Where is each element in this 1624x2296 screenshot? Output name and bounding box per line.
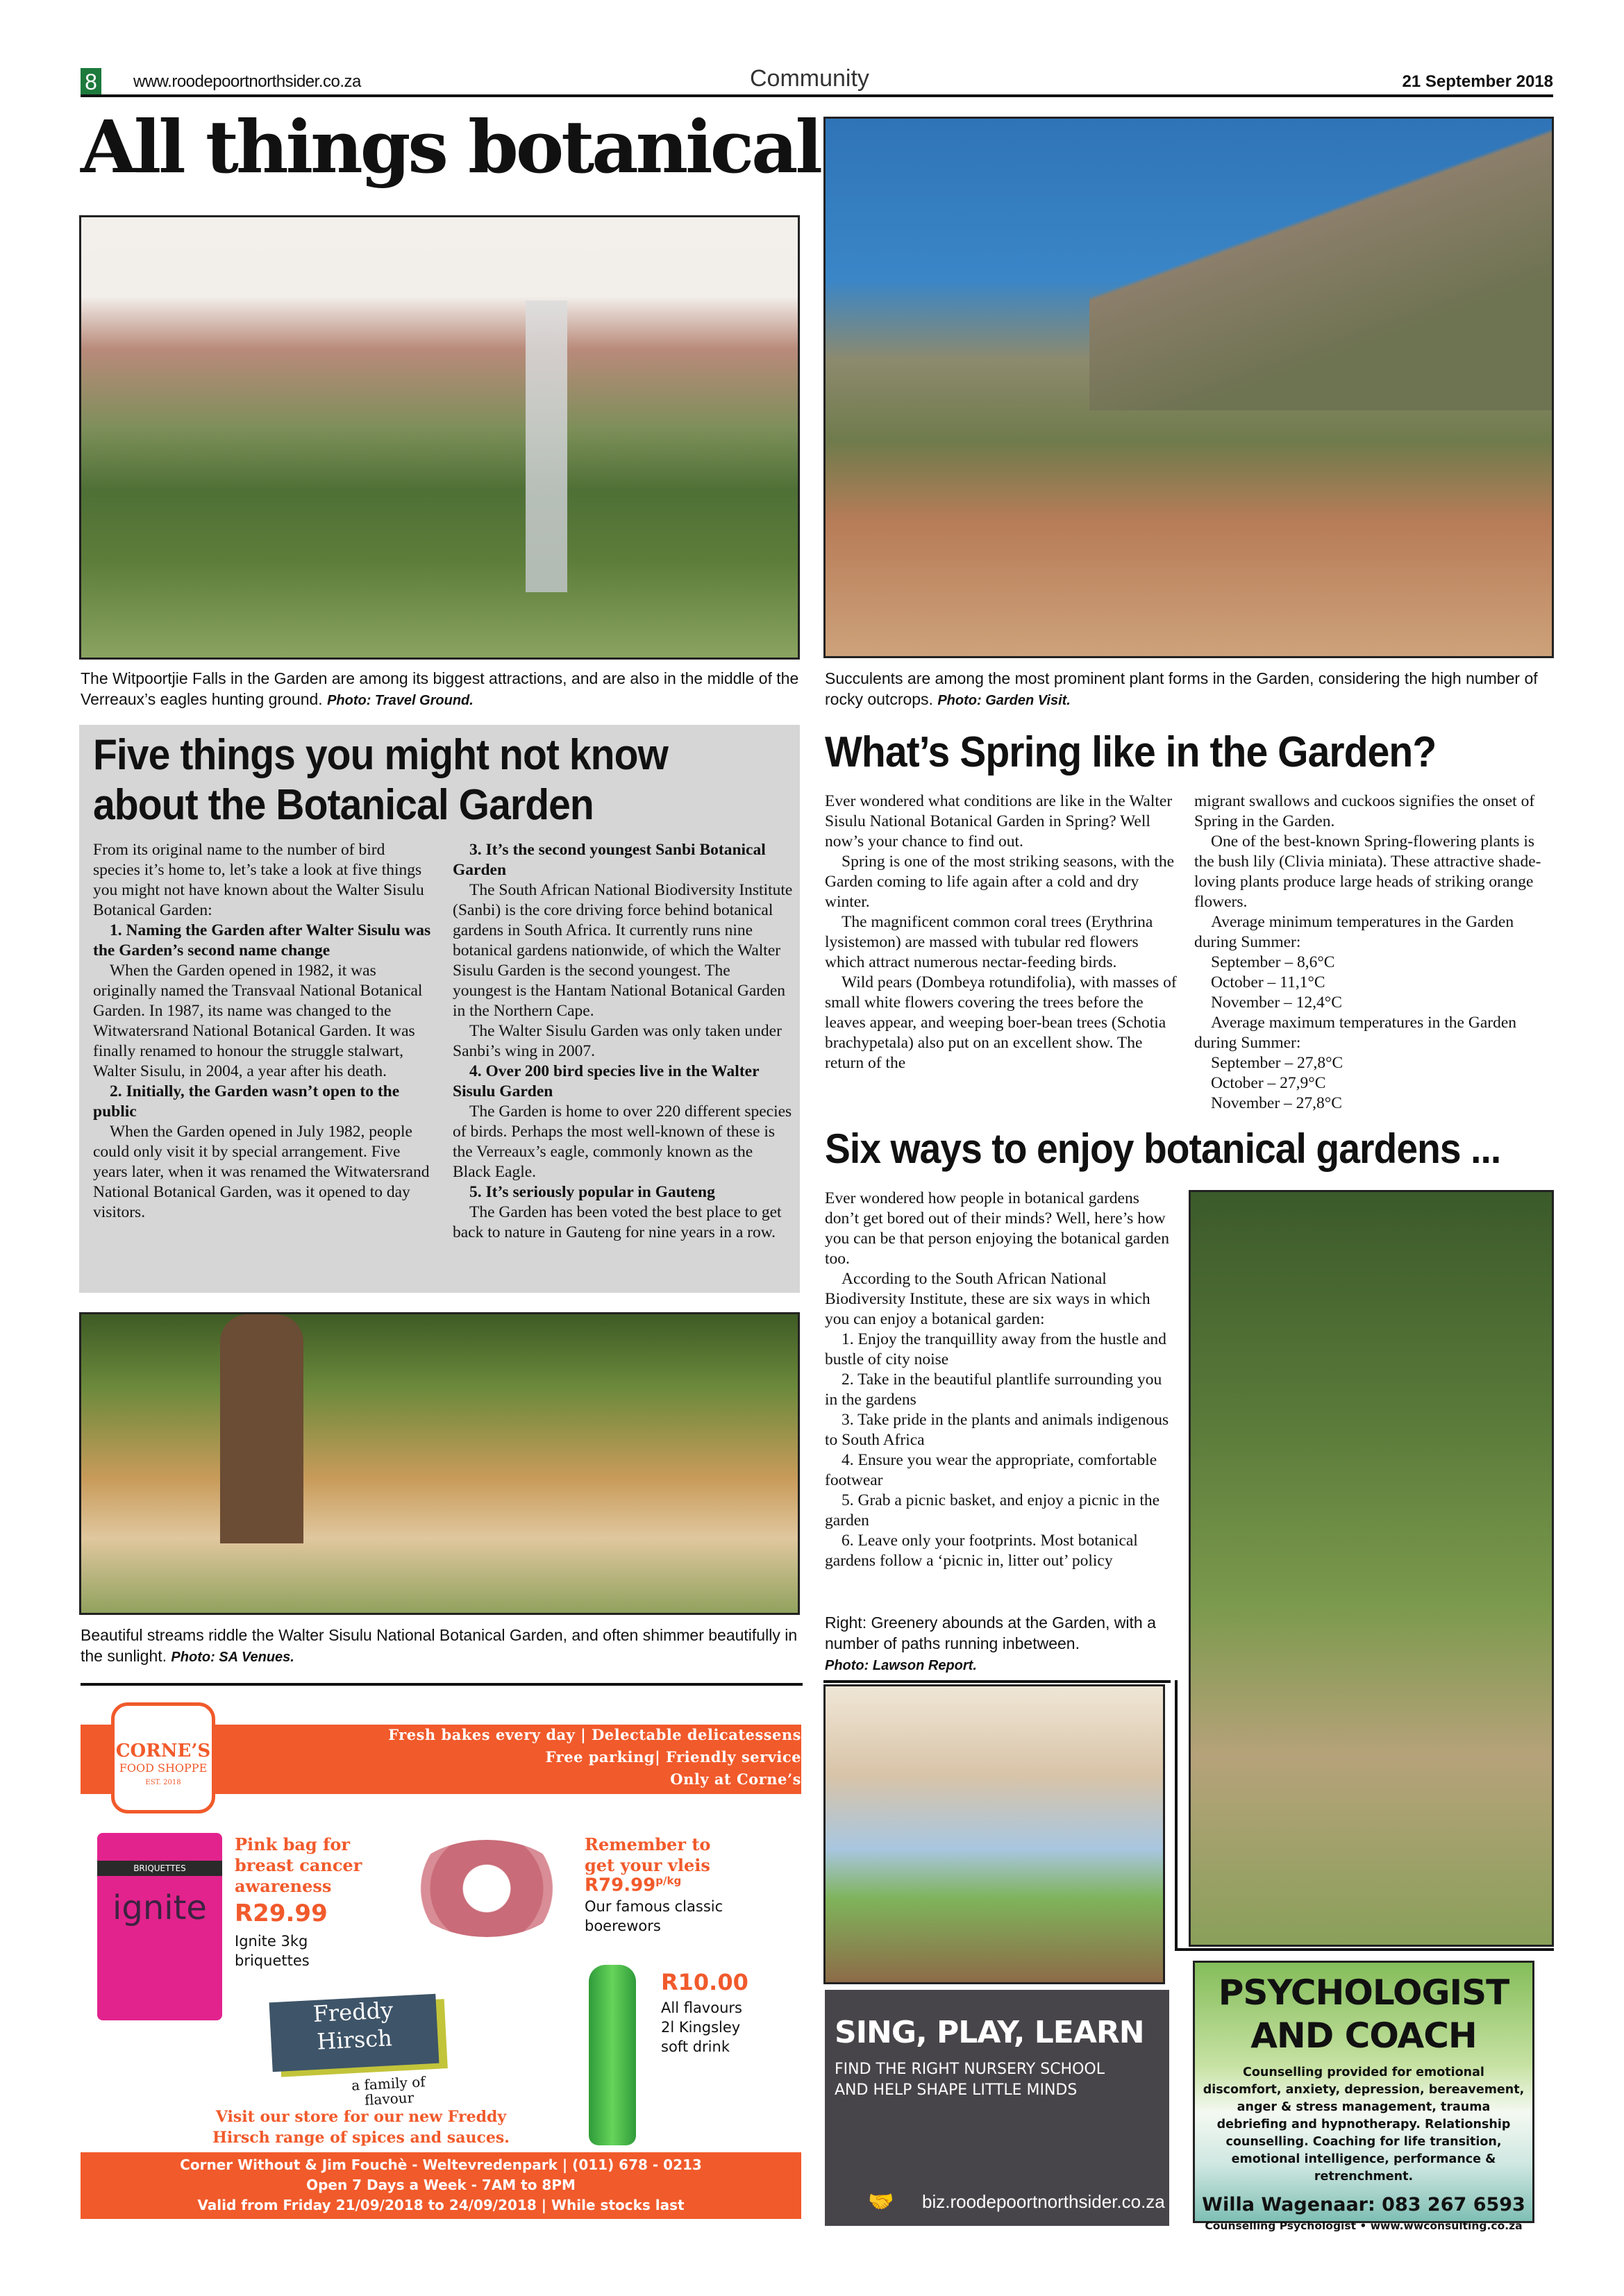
freddy-hirsch-logo: Freddy Hirsch <box>269 1994 440 2072</box>
stream-photo <box>79 1312 800 1615</box>
temperature-item: November – 12,4°C <box>1211 994 1342 1012</box>
nursery-kids-photo <box>823 1684 1165 1984</box>
psych-body: Counselling provided for emotional discomfort, anxiety, depression, bereavement, anger & stress management, trauma debriefing and hypnotherapy. Relationship counselling. Coaching for life transition, emotional intelligence, performance & retrenchment. <box>1203 2065 1525 2184</box>
paragraph: Ever wondered how people in botanical gardens don’t get bored out of their minds? Well, here’s how you can be that person enjoying the botanical garden too. <box>825 1189 1169 1268</box>
list-item: 3. Take pride in the plants and animals indigenous to South Africa <box>825 1411 1169 1449</box>
subheading: 1. Naming the Garden after Walter Sisulu was the Garden’s second name change <box>93 921 431 960</box>
paragraph: When the Garden opened in 1982, it was originally named the Transvaal National Botanical Garden. In 1987, its name was changed to the Witwatersrand National Botanical Garden. It was finally renamed to honour the struggle stalwart, Walter Sisulu, in 2004, a year after his death. <box>93 962 423 1080</box>
six-ways-title: Six ways to enjoy botanical gardens ... <box>825 1125 1501 1172</box>
divider <box>81 1683 803 1686</box>
spring-col-1 <box>825 791 1180 1073</box>
boerewors-desc: Our famous classic boerewors <box>585 1898 723 1934</box>
list-item: 6. Leave only your footprints. Most botanical gardens follow a ‘picnic in, litter out’ policy <box>825 1532 1138 1570</box>
temperature-item: November – 27,8°C <box>1211 1094 1342 1112</box>
paragraph: The South African National Biodiversity Institute (Sanbi) is the core driving force behind botanical gardens in South Africa. It currently runs nine botanical gardens nationwide, of which the Walter Sisulu Garden is the second youngest. The youngest is the Hantam National Botanical Garden in the Northern Cape. <box>453 881 793 1020</box>
section-name: Community <box>750 65 869 92</box>
paragraph: Ever wondered what conditions are like in the Walter Sisulu National Botanical Garden in Spring? Well now’s your chance to find out. <box>825 792 1173 850</box>
header-rule <box>81 94 1553 97</box>
paragraph: The Garden is home to over 220 different species of birds. Perhaps the most well-known of these is the Verreaux’s eagle, commonly known as the Black Eagle. <box>453 1103 792 1181</box>
divider <box>1175 1680 1178 1951</box>
site-url[interactable]: www.roodepoortnorthsider.co.za <box>133 72 361 91</box>
paragraph: migrant swallows and cuckoos signifies the onset of Spring in the Garden. <box>1194 792 1535 830</box>
cornes-footer: Corner Without & Jim Fouchè - Weltevredenpark | (011) 678 - 0213 Open 7 Days a Week - 7AM to 8PM Valid from Friday 21/09/2018 to 24/09/2018 | While stocks last <box>81 2152 801 2219</box>
temperature-item: September – 8,6°C <box>1211 953 1335 971</box>
paragraph: The Walter Sisulu Garden was only taken under Sanbi’s wing in 2007. <box>453 1022 782 1060</box>
path-caption: Right: Greenery abounds at the Garden, with a number of paths running inbetween. Photo: Lawson Report. <box>825 1614 1156 1673</box>
ignite-price: R29.99 <box>235 1900 328 1927</box>
ignite-bag-image: BRIQUETTES ignite <box>97 1833 222 2020</box>
temperature-item: October – 11,1°C <box>1211 973 1325 991</box>
spring-title: What’s Spring like in the Garden? <box>825 728 1437 776</box>
nursery-subtitle: FIND THE RIGHT NURSERY SCHOOL AND HELP SHAPE LITTLE MINDS <box>835 2061 1105 2099</box>
subheading: 4. Over 200 bird species live in the Walter Sisulu Garden <box>453 1062 760 1100</box>
paragraph: When the Garden opened in July 1982, people could only visit it by special arrangement. Five years later, when it was renamed the Witwatersrand National Botanical Garden, was it opened to day visitors. <box>93 1123 430 1221</box>
photo-credit: Photo: SA Venues. <box>171 1650 294 1665</box>
cornes-tagline: Only at Corne’s <box>670 1770 801 1788</box>
five-things-title: Five things you might not know about the Botanical Garden <box>93 731 668 829</box>
subheading: 5. It’s seriously popular in Gauteng <box>469 1183 715 1201</box>
stream-caption: Beautiful streams riddle the Walter Sisulu National Botanical Garden, and often shimmer beautifully in the sunlight. Photo: SA Venues. <box>81 1626 798 1665</box>
five-things-col-2 <box>453 840 793 1243</box>
nursery-url-link[interactable]: biz.roodepoortnorthsider.co.za <box>922 2191 1165 2212</box>
psych-footer[interactable]: Counselling Psychologist • www.wwconsulting.co.za <box>1205 2220 1523 2232</box>
cornes-logo: CORNE’S FOOD SHOPPE EST. 2018 <box>111 1702 215 1813</box>
soft-drink-desc: All flavours 2l Kingsley soft drink <box>661 2000 742 2055</box>
spring-col-2 <box>1194 791 1555 1114</box>
paragraph: According to the South African National Biodiversity Institute, these are six ways in which you can enjoy a botanical garden: <box>825 1270 1150 1328</box>
page-title: All things botanical <box>81 104 821 190</box>
psych-title: PSYCHOLOGIST AND COACH <box>1218 1972 1509 2056</box>
subheading: 2. Initially, the Garden wasn’t open to the public <box>93 1082 400 1121</box>
succulents-photo <box>823 117 1554 658</box>
cornes-tagline: Free parking| Friendly service <box>545 1748 801 1766</box>
list-item: 5. Grab a picnic basket, and enjoy a picnic in the garden <box>825 1491 1160 1530</box>
freddy-promo: Visit our store for our new Freddy Hirsch range of spices and sauces. <box>212 2108 510 2147</box>
photo-credit: Photo: Lawson Report. <box>825 1658 977 1673</box>
issue-date: 21 September 2018 <box>1402 72 1553 91</box>
temperature-item: September – 27,8°C <box>1211 1054 1343 1072</box>
soft-drink-image <box>589 1965 636 2145</box>
psychologist-ad[interactable] <box>1193 1961 1534 2232</box>
paragraph: The magnificent common coral trees (Erythrina lysistemon) are massed with tubular red flowers which attract numerous nectar-feeding birds. <box>825 913 1153 971</box>
falls-photo <box>79 215 800 660</box>
boerewors-price: $R79.99^{p/kg}$ <box>585 1875 682 1896</box>
paragraph: Wild pears (Dombeya rotundifolia), with masses of small white flowers covering the trees before the leaves appear, and weeping boer-bean trees (Schotia brachypetala) also put on an excellent show. The return of the <box>825 973 1177 1072</box>
cornes-tagline: Fresh bakes every day | Delectable delicatessens <box>388 1726 801 1743</box>
temperature-item: October – 27,9°C <box>1211 1074 1326 1092</box>
ignite-desc: Ignite 3kg briquettes <box>235 1933 310 1969</box>
page-number: 8 <box>81 68 101 96</box>
garden-path-photo <box>1189 1190 1554 1947</box>
paragraph: One of the best-known Spring-flowering plants is the bush lily (Clivia miniata). These attractive shade-loving plants produce large heads of striking orange flowers. <box>1194 832 1541 911</box>
nursery-ad[interactable] <box>825 1990 1169 2226</box>
paragraph: The Garden has been voted the best place to get back to nature in Gauteng for nine years in a row. <box>453 1203 782 1241</box>
freddy-slogan: a family of flavour <box>351 2073 426 2109</box>
paragraph: Spring is one of the most striking seasons, with the Garden coming to life again after a cold and dry winter. <box>825 853 1175 911</box>
divider <box>823 1680 1171 1683</box>
subheading: 3. It’s the second youngest Sanbi Botanical Garden <box>453 841 766 879</box>
list-item: 1. Enjoy the tranquillity away from the hustle and bustle of city noise <box>825 1330 1166 1368</box>
paragraph: Average maximum temperatures in the Garden during Summer: <box>1194 1014 1517 1052</box>
ignite-headline: Pink bag for breast cancer awareness <box>235 1834 362 1896</box>
tree-shape <box>220 1314 303 1543</box>
psych-contact[interactable]: Willa Wagenaar: 083 267 6593 <box>1202 2194 1525 2215</box>
handshake-icon: 🤝 <box>868 2190 894 2214</box>
succulents-caption: Succulents are among the most prominent plant forms in the Garden, considering the high number of rocky outcrops. Photo: Garden Visit. <box>825 669 1538 708</box>
six-ways-column <box>825 1189 1176 1571</box>
falls-caption: The Witpoortjie Falls in the Garden are among its biggest attractions, and are also in the middle of the Verreaux’s eagles hunting ground. Photo: Travel Ground. <box>81 669 799 708</box>
waterfall-shape <box>526 301 567 592</box>
five-things-col-1 <box>93 840 433 1223</box>
nursery-title: SING, PLAY, LEARN <box>835 2015 1144 2050</box>
list-item: 2. Take in the beautiful plantlife surrounding you in the gardens <box>825 1371 1162 1409</box>
paragraph: Average minimum temperatures in the Garden during Summer: <box>1194 913 1514 951</box>
hill-shape <box>1089 119 1554 410</box>
photo-credit: Photo: Travel Ground. <box>327 693 474 708</box>
list-item: 4. Ensure you wear the appropriate, comfortable footwear <box>825 1451 1157 1489</box>
photo-credit: Photo: Garden Visit. <box>937 693 1071 708</box>
divider <box>1175 1948 1554 1951</box>
boerewors-image <box>407 1840 567 1937</box>
boerewors-headline: Remember to get your vleis <box>585 1834 711 1875</box>
soft-drink-price: R10.00 <box>661 1969 748 1995</box>
paragraph: From its original name to the number of bird species it’s home to, let’s take a look at five things you might not have known about the Walter Sisulu Botanical Garden: <box>93 841 424 919</box>
